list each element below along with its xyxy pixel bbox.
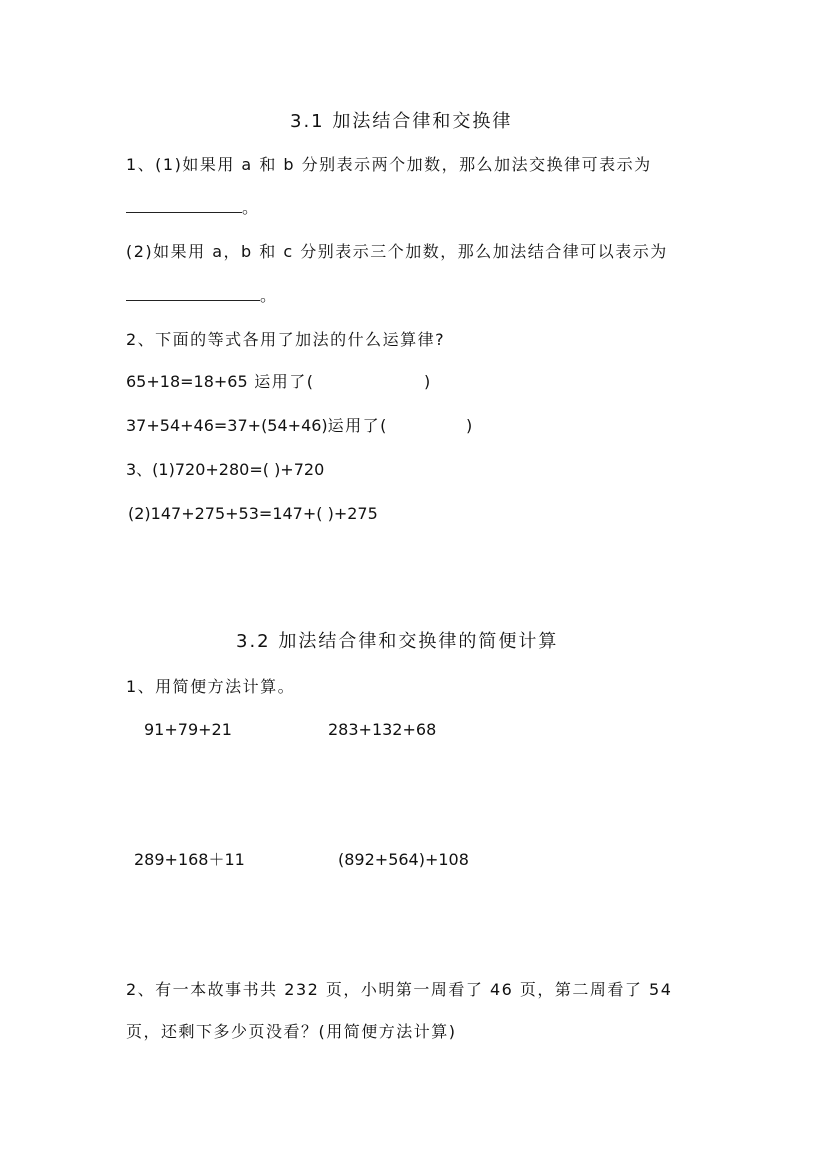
q1-part2-period: 。 — [260, 286, 278, 305]
q3-line1: 3、(1)720+280=( )+720 — [126, 460, 325, 479]
q3-line2: (2)147+275+53=147+( )+275 — [128, 504, 378, 523]
q2-line2 — [126, 416, 388, 436]
s2-q2-line2: 页，还剩下多少页没看？(用简便方法计算) — [126, 1022, 457, 1041]
section-title-3-2: 3.2 加法结合律和交换律的简便计算 — [236, 631, 559, 652]
q2-line1 — [126, 372, 315, 392]
q2-line2-suffix: 运用了( — [327, 416, 388, 435]
q2-line1-expression: 65+18=18+65 — [126, 372, 248, 391]
q2-line1-close: ) — [424, 372, 432, 391]
q1-part1-text: 1、(1)如果用 a 和 b 分别表示两个加数，那么加法交换律可表示为 — [126, 155, 652, 174]
s2-q2-line1: 2、有一本故事书共 232 页，小明第一周看了 46 页，第二周看了 54 — [126, 980, 673, 999]
s2-q1-prompt: 1、用简便方法计算。 — [126, 677, 296, 696]
q2-prompt: 2、下面的等式各用了加法的什么运算律? — [126, 330, 446, 349]
q1-part2-answer — [126, 286, 278, 306]
q2-line1-suffix: 运用了( — [247, 372, 315, 391]
q1-part1-answer — [126, 198, 260, 218]
q1-part1-period: 。 — [242, 198, 260, 217]
expression-4: (892+564)+108 — [338, 850, 469, 869]
expression-2: 283+132+68 — [328, 720, 437, 739]
answer-blank[interactable] — [126, 198, 242, 213]
q1-part2-text: (2)如果用 a，b 和 c 分别表示三个加数，那么加法结合律可以表示为 — [126, 242, 668, 261]
answer-blank[interactable] — [126, 286, 260, 301]
expression-1: 91+79+21 — [144, 720, 232, 739]
section-title-3-1: 3.1 加法结合律和交换律 — [290, 111, 513, 132]
q2-line2-close: ) — [466, 416, 474, 435]
expression-3: 289+168＋11 — [134, 850, 245, 869]
q2-line2-expression: 37+54+46=37+(54+46) — [126, 416, 328, 435]
